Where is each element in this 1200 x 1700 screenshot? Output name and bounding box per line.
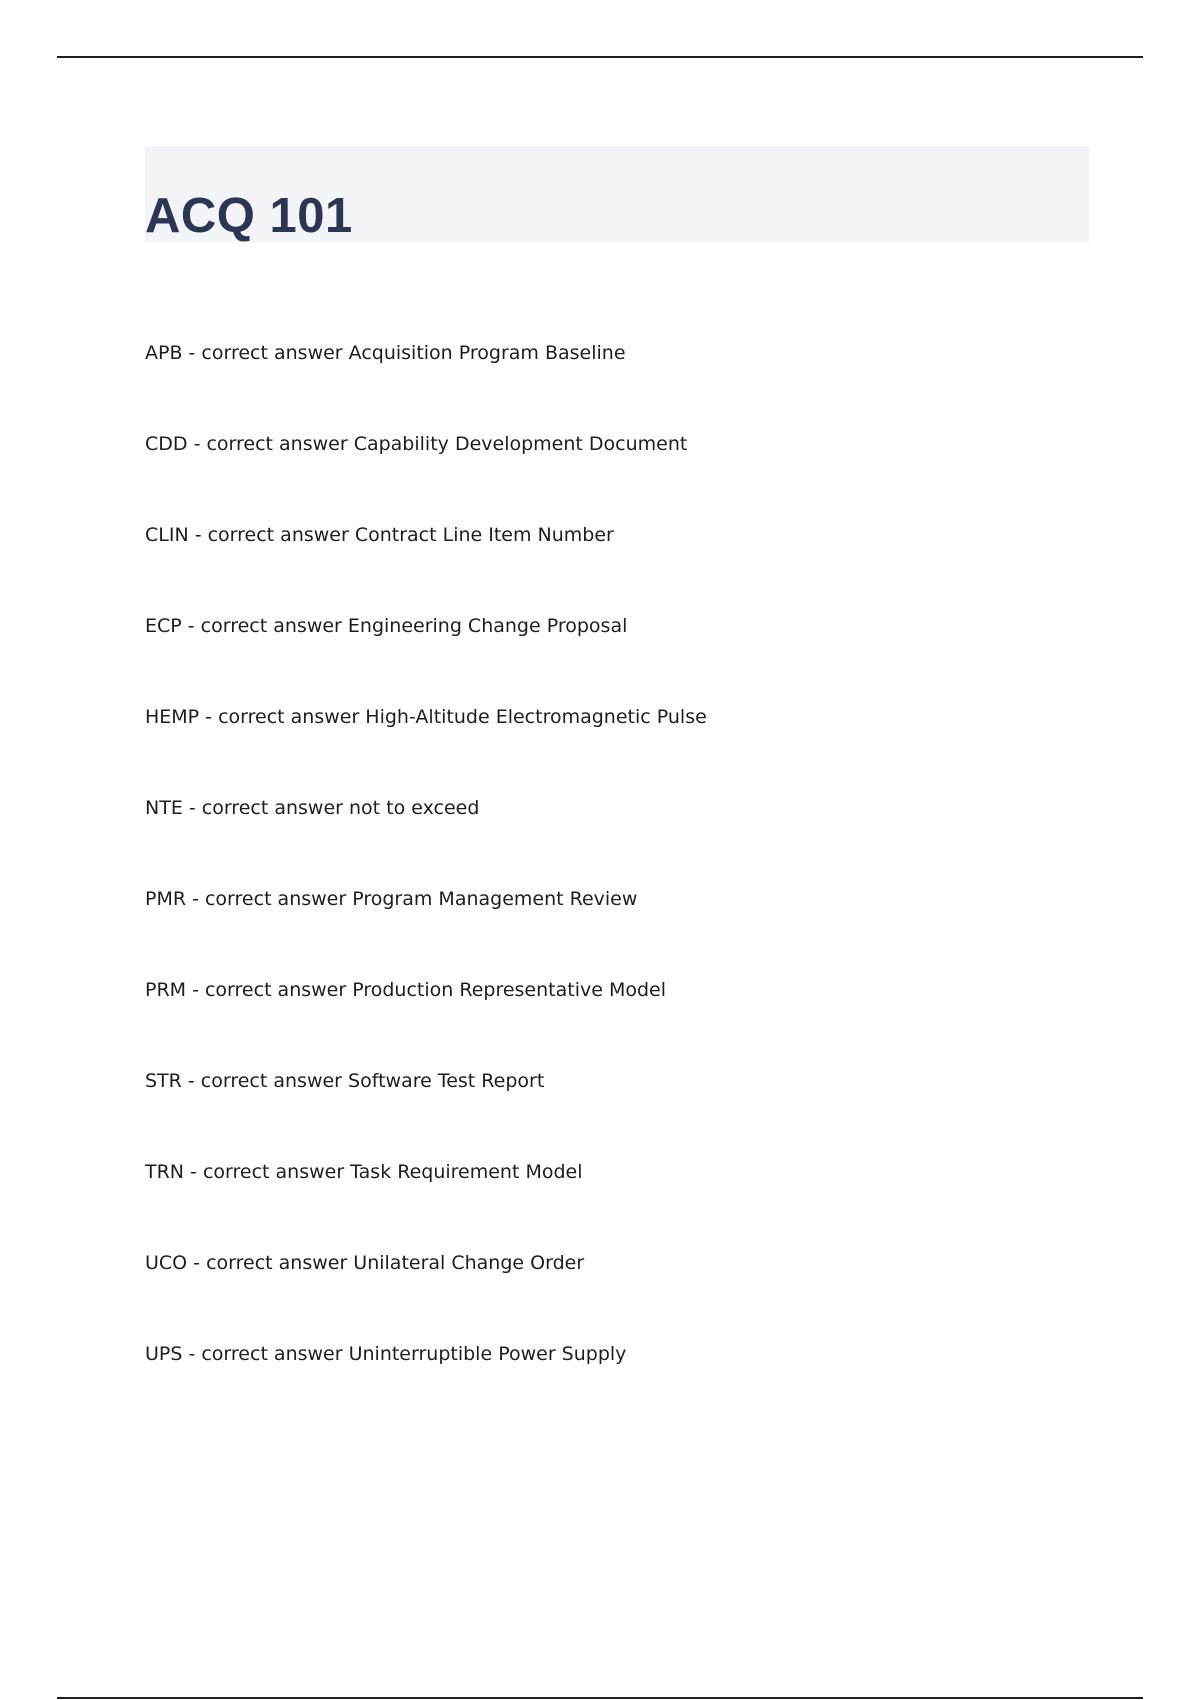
list-item: APB - correct answer Acquisition Program Baseline xyxy=(145,342,626,364)
list-item: STR - correct answer Software Test Report xyxy=(145,1070,545,1092)
top-rule xyxy=(57,56,1143,58)
list-item: UCO - correct answer Unilateral Change Order xyxy=(145,1252,585,1274)
bottom-rule xyxy=(57,1697,1143,1699)
list-item: CDD - correct answer Capability Development Document xyxy=(145,433,688,455)
list-item: ECP - correct answer Engineering Change Proposal xyxy=(145,615,628,637)
list-item: CLIN - correct answer Contract Line Item Number xyxy=(145,524,614,546)
page-title: ACQ 101 xyxy=(145,189,353,243)
list-item: HEMP - correct answer High-Altitude Electromagnetic Pulse xyxy=(145,706,707,728)
list-item: UPS - correct answer Uninterruptible Power Supply xyxy=(145,1343,627,1365)
term-list xyxy=(145,333,707,1425)
list-item: TRN - correct answer Task Requirement Model xyxy=(145,1161,583,1183)
list-item: PMR - correct answer Program Management Review xyxy=(145,888,638,910)
list-item: NTE - correct answer not to exceed xyxy=(145,797,480,819)
list-item: PRM - correct answer Production Representative Model xyxy=(145,979,666,1001)
